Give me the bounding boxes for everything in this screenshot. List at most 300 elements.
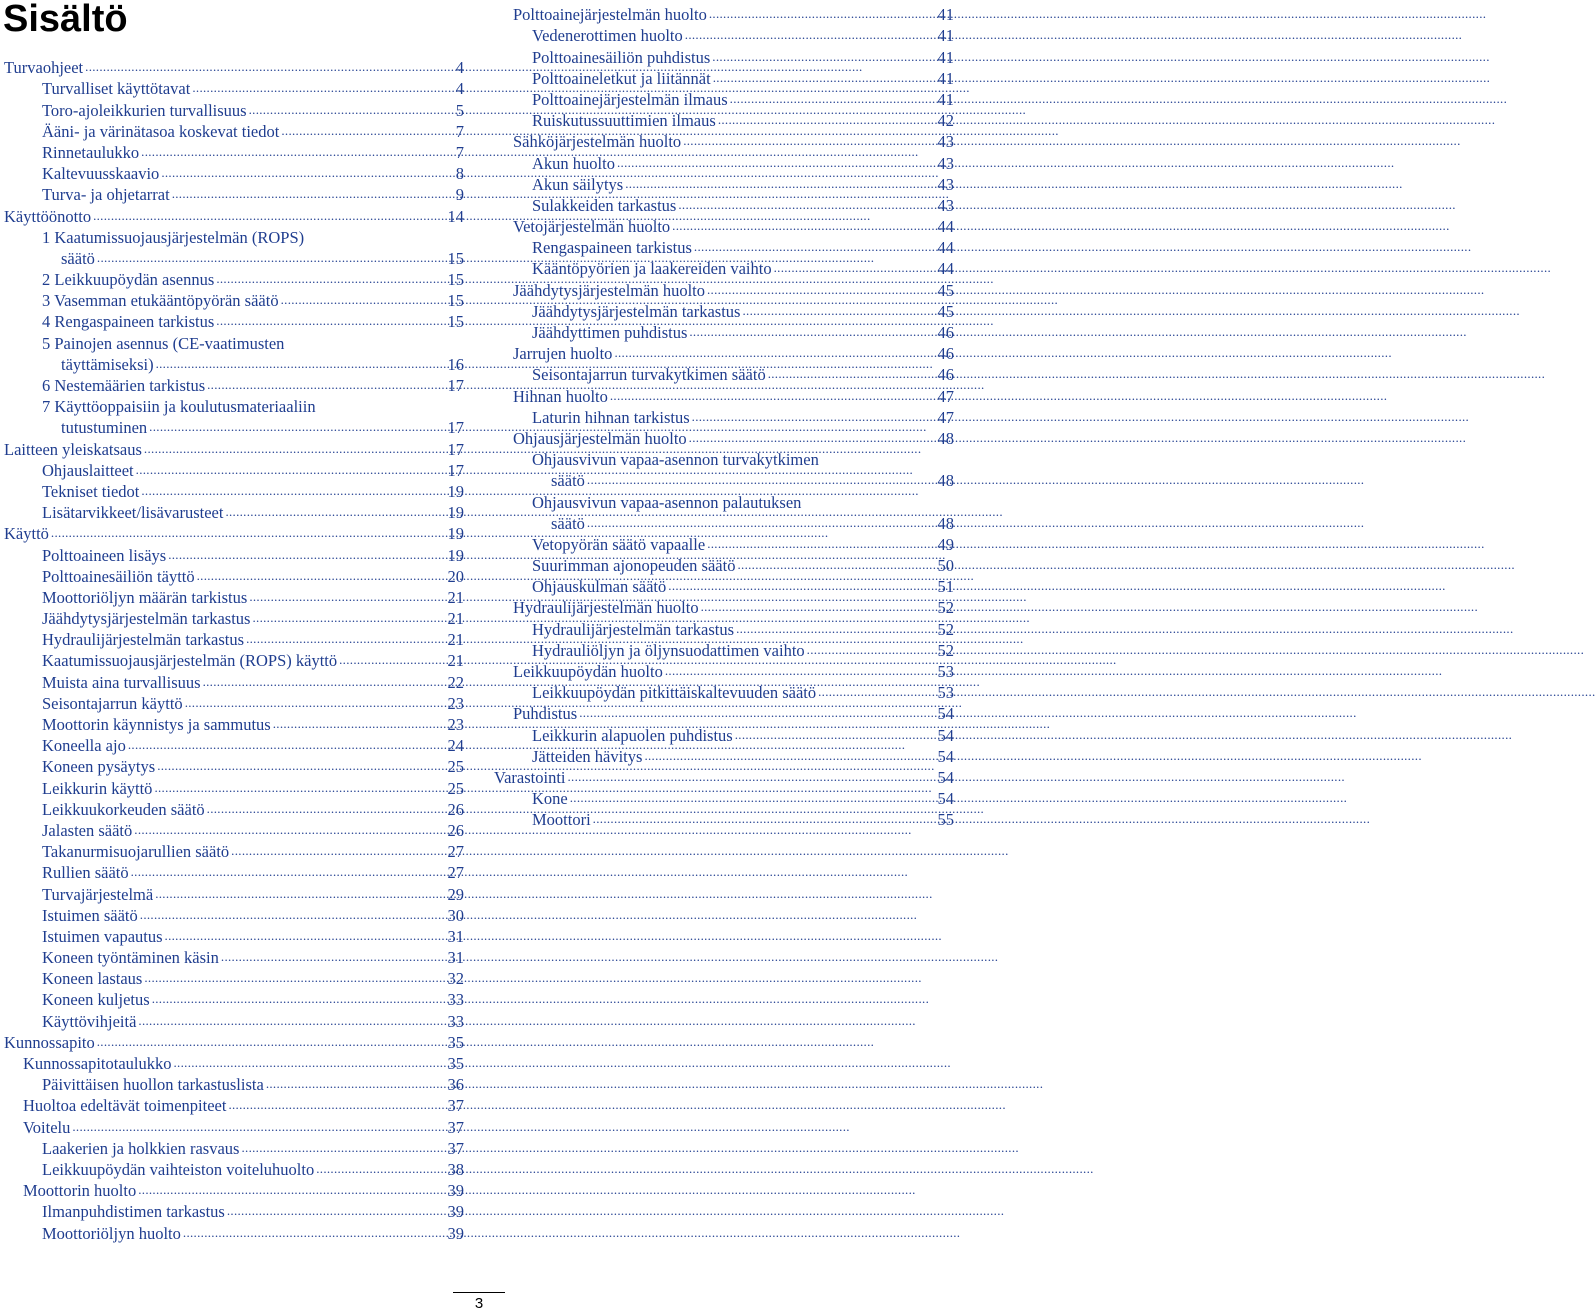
toc-leader-dots	[593, 813, 936, 825]
toc-entry-title: Lisätarvikkeet/lisävarusteet	[42, 503, 224, 523]
toc-entry-page: 46	[937, 365, 954, 385]
toc-leader-dots	[668, 580, 935, 592]
toc-entry-title: Ohjauskulman säätö	[532, 577, 667, 597]
toc-entry-page: 39	[447, 1223, 464, 1243]
toc-entry-title: Jarrujen huolto	[513, 344, 613, 364]
toc-link[interactable]	[532, 723, 954, 744]
toc-entry-title: Koneen työntäminen käsin	[42, 948, 219, 968]
toc-entry-title: Kaltevuusskaavio	[42, 164, 160, 184]
toc-entry	[513, 278, 954, 299]
toc-entry-page: 26	[447, 799, 464, 819]
toc-entry-title: 5 Painojen asennus (CE-vaatimusten	[42, 333, 285, 353]
toc-link[interactable]	[42, 925, 464, 946]
toc-entry-title: Turvalliset käyttötavat	[42, 79, 191, 99]
toc-entry-title: Toro-ajoleikkurien turvallisuus	[42, 100, 247, 120]
toc-entry	[4, 776, 464, 797]
toc-entry-page: 37	[447, 1117, 464, 1137]
toc-leader-dots	[252, 612, 445, 624]
toc-leader-dots	[570, 792, 936, 804]
toc-entry-title: Hihnan huolto	[513, 386, 608, 406]
toc-leader-dots	[136, 464, 446, 476]
toc-entry-title: 4 Rengaspaineen tarkistus	[42, 312, 215, 332]
toc-entry-page: 21	[447, 630, 464, 650]
toc-link[interactable]	[42, 607, 464, 628]
toc-entry	[4, 310, 464, 331]
toc-link[interactable]	[23, 1179, 464, 1200]
toc-entry-first-line	[532, 490, 954, 511]
toc-entry-second-line	[532, 512, 954, 533]
toc-entry-title: Leikkurin alapuolen puhdistus	[532, 725, 733, 745]
toc-entry-title: Seisontajarrun turvakytkimen säätö	[532, 365, 766, 385]
toc-entry-lines	[532, 490, 954, 532]
toc-entry	[513, 45, 954, 66]
toc-entry-page: 41	[937, 5, 954, 25]
toc-entry-title: Hydrauliöljyn ja öljynsuodattimen vaihto	[532, 640, 805, 660]
toc-entry	[4, 649, 464, 670]
toc-entry-page: 19	[447, 545, 464, 565]
toc-entry	[513, 88, 954, 109]
toc-entry-page: 46	[937, 344, 954, 364]
toc-entry	[4, 1179, 464, 1200]
toc-entry-title: Koneella ajo	[42, 736, 126, 756]
toc-link[interactable]	[513, 278, 954, 299]
toc-link[interactable]	[42, 1221, 464, 1242]
toc-entry-page: 15	[447, 248, 464, 268]
toc-entry	[4, 1073, 464, 1094]
toc-entry	[513, 194, 954, 215]
toc-entry	[4, 162, 464, 183]
toc-entry-title: Akun huolto	[532, 153, 615, 173]
toc-entry	[4, 268, 464, 289]
toc-entry	[4, 374, 464, 395]
toc-entry-page: 55	[937, 810, 954, 830]
toc-entry-title-continued: säätö	[551, 513, 585, 533]
toc-entry-page: 39	[447, 1202, 464, 1222]
toc-link[interactable]	[42, 141, 464, 162]
toc-leader-dots	[241, 1142, 445, 1154]
toc-entry-title: Vedenerottimen huolto	[532, 26, 683, 46]
toc-entry	[513, 109, 954, 130]
toc-entry-page: 15	[447, 291, 464, 311]
toc-link[interactable]	[42, 1073, 464, 1094]
toc-leader-dots	[155, 888, 445, 900]
toc-link[interactable]	[42, 1137, 464, 1158]
toc-entry-title: Leikkuupöydän huolto	[513, 662, 663, 682]
toc-link[interactable]	[42, 310, 464, 331]
toc-entry-page: 48	[937, 471, 954, 491]
toc-leader-dots	[768, 368, 936, 380]
toc-entry-title: Hydraulijärjestelmän tarkastus	[42, 630, 245, 650]
toc-link[interactable]	[42, 586, 464, 607]
toc-link[interactable]	[513, 702, 954, 723]
toc-link[interactable]	[513, 3, 954, 24]
toc-link[interactable]	[513, 215, 954, 236]
toc-link[interactable]	[42, 98, 464, 119]
toc-link[interactable]	[42, 162, 464, 183]
toc-link[interactable]	[42, 649, 464, 670]
toc-leader-dots	[138, 1184, 445, 1196]
toc-link[interactable]	[4, 1031, 464, 1052]
toc-entry-first-line	[532, 448, 954, 469]
toc-entry-page: 53	[937, 683, 954, 703]
toc-link[interactable]	[4, 522, 464, 543]
toc-entry	[513, 321, 954, 342]
toc-entry-page: 50	[937, 556, 954, 576]
toc-link[interactable]	[42, 798, 464, 819]
toc-leader-dots	[165, 930, 446, 942]
toc-entry	[4, 395, 464, 437]
toc-entry-page: 49	[937, 534, 954, 554]
toc-link[interactable]	[513, 384, 954, 405]
toc-link[interactable]	[532, 257, 954, 278]
toc-entry-second-line	[42, 353, 464, 374]
toc-link[interactable]	[42, 1158, 464, 1179]
toc-link[interactable]	[42, 840, 464, 861]
toc-link[interactable]	[532, 24, 954, 45]
toc-entry	[4, 904, 464, 925]
toc-entry-page: 19	[447, 524, 464, 544]
toc-link[interactable]	[42, 501, 464, 522]
toc-leader-dots	[707, 538, 935, 550]
toc-entry	[4, 437, 464, 458]
toc-entry-title: Koneen kuljetus	[42, 990, 150, 1010]
toc-entry	[4, 289, 464, 310]
toc-leader-dots	[737, 559, 935, 571]
toc-link[interactable]	[42, 670, 464, 691]
toc-entry-title: Päivittäisen huollon tarkastuslista	[42, 1075, 264, 1095]
toc-entry	[4, 183, 464, 204]
toc-link[interactable]	[23, 1052, 464, 1073]
toc-link[interactable]	[513, 660, 954, 681]
toc-entry	[513, 151, 954, 172]
toc-link[interactable]	[42, 628, 464, 649]
toc-entry-page: 4	[455, 79, 464, 99]
toc-link[interactable]	[532, 363, 954, 384]
toc-link[interactable]	[532, 151, 954, 172]
toc-link[interactable]	[23, 1115, 464, 1136]
toc-leader-dots	[678, 199, 935, 211]
toc-entry-page: 54	[937, 789, 954, 809]
toc-entry-page: 21	[447, 587, 464, 607]
toc-entry-title: Leikkurin käyttö	[42, 778, 153, 798]
toc-link[interactable]	[42, 480, 464, 501]
toc-leader-dots	[718, 114, 936, 126]
toc-leader-dots	[168, 549, 445, 561]
toc-link[interactable]	[42, 77, 464, 98]
toc-entry	[4, 1031, 464, 1052]
toc-link[interactable]	[42, 289, 464, 310]
toc-leader-dots	[246, 633, 445, 645]
toc-entry-page: 35	[447, 1032, 464, 1052]
toc-link[interactable]	[513, 596, 954, 617]
toc-entry-title: Kääntöpyörien ja laakereiden vaihto	[532, 259, 772, 279]
toc-link[interactable]	[532, 88, 954, 109]
toc-leader-dots	[610, 390, 936, 402]
toc-leader-dots	[97, 252, 446, 264]
toc-entry	[4, 1052, 464, 1073]
toc-link[interactable]	[532, 194, 954, 215]
toc-entry	[513, 448, 954, 490]
toc-entry-title: Käyttö	[4, 524, 49, 544]
toc-entry-title: Moottori	[532, 810, 591, 830]
toc-column-right	[494, 3, 954, 830]
toc-link[interactable]	[532, 554, 954, 575]
toc-link[interactable]	[532, 448, 954, 490]
toc-leader-dots	[197, 570, 446, 582]
toc-entry-title-continued: säätö	[61, 248, 95, 268]
toc-link[interactable]	[4, 56, 464, 77]
toc-entry-page: 9	[455, 185, 464, 205]
toc-entry	[4, 501, 464, 522]
toc-link[interactable]	[4, 204, 464, 225]
toc-entry-page: 29	[447, 884, 464, 904]
toc-link[interactable]	[42, 120, 464, 141]
toc-link[interactable]	[42, 861, 464, 882]
toc-entry-page: 41	[937, 89, 954, 109]
toc-leader-dots	[144, 443, 446, 455]
toc-link[interactable]	[532, 745, 954, 766]
toc-entry-page: 43	[937, 132, 954, 152]
toc-entry	[513, 533, 954, 554]
toc-entry-title: Jalasten säätö	[42, 820, 133, 840]
toc-link[interactable]	[42, 459, 464, 480]
toc-leader-dots	[93, 210, 445, 222]
toc-entry-title: Polttoainejärjestelmän huolto	[513, 5, 707, 25]
toc-entry-title: Vetojärjestelmän huolto	[513, 217, 671, 237]
toc-link[interactable]	[532, 808, 954, 829]
toc-entry	[513, 363, 954, 384]
toc-link[interactable]	[42, 268, 464, 289]
toc-link[interactable]	[494, 766, 954, 787]
toc-link[interactable]	[42, 1200, 464, 1221]
toc-entry	[513, 257, 954, 278]
toc-entry-title: Hydraulijärjestelmän tarkastus	[532, 619, 735, 639]
toc-entry	[4, 226, 464, 268]
toc-entry	[4, 861, 464, 882]
toc-entry	[513, 554, 954, 575]
toc-link[interactable]	[4, 437, 464, 458]
toc-leader-dots	[140, 909, 446, 921]
toc-link[interactable]	[42, 374, 464, 395]
toc-entry-title: Kone	[532, 789, 568, 809]
toc-entry-page: 25	[447, 778, 464, 798]
toc-entry-page: 31	[447, 926, 464, 946]
toc-link[interactable]	[42, 543, 464, 564]
toc-link[interactable]	[42, 776, 464, 797]
toc-entry-page: 30	[447, 905, 464, 925]
toc-link[interactable]	[532, 236, 954, 257]
toc-link[interactable]	[42, 692, 464, 713]
toc-entry-page: 19	[447, 503, 464, 523]
toc-column-left	[4, 56, 464, 1243]
toc-link[interactable]	[532, 681, 954, 702]
toc-entry-title: Jäähdyttimen puhdistus	[532, 323, 688, 342]
toc-entry-title-continued: täyttämiseksi)	[61, 354, 154, 374]
toc-leader-dots	[192, 82, 453, 94]
toc-link[interactable]	[532, 406, 954, 427]
toc-entry	[513, 723, 954, 744]
toc-leader-dots	[216, 315, 445, 327]
toc-entry-title: Polttoainesäiliön puhdistus	[532, 47, 711, 67]
toc-entry	[4, 925, 464, 946]
toc-entry	[4, 967, 464, 988]
toc-entry	[4, 586, 464, 607]
toc-link[interactable]	[42, 904, 464, 925]
toc-entry-page: 41	[937, 26, 954, 46]
toc-link[interactable]	[42, 183, 464, 204]
toc-entry	[513, 67, 954, 88]
toc-leader-dots	[207, 803, 446, 815]
toc-link[interactable]	[532, 787, 954, 808]
toc-link[interactable]	[513, 427, 954, 448]
toc-entry-page: 19	[447, 481, 464, 501]
toc-entry	[4, 946, 464, 967]
toc-entry	[4, 1009, 464, 1030]
toc-entry-page: 27	[447, 863, 464, 883]
toc-entry	[4, 77, 464, 98]
toc-link[interactable]	[532, 490, 954, 532]
toc-entry	[513, 660, 954, 681]
toc-link[interactable]	[42, 967, 464, 988]
toc-entry-title-continued: tutustuminen	[61, 418, 148, 438]
toc-link[interactable]	[513, 342, 954, 363]
toc-link[interactable]	[532, 575, 954, 596]
toc-entry-lines	[532, 448, 954, 490]
toc-entry-page: 15	[447, 270, 464, 290]
toc-entry-title: Rullien säätö	[42, 863, 129, 883]
toc-link[interactable]	[532, 617, 954, 638]
toc-entry-title: Polttoainesäiliön täyttö	[42, 566, 195, 586]
toc-leader-dots	[273, 718, 446, 730]
toc-link[interactable]	[42, 395, 464, 437]
toc-entry-first-line	[42, 395, 464, 416]
toc-link[interactable]	[42, 882, 464, 903]
toc-link[interactable]	[42, 988, 464, 1009]
toc-entry	[4, 1137, 464, 1158]
toc-entry	[4, 141, 464, 162]
toc-entry-title: Jäähdytysjärjestelmän tarkastus	[532, 301, 741, 321]
toc-entry	[4, 120, 464, 141]
toc-leader-dots	[231, 845, 445, 857]
toc-entry-page: 17	[447, 418, 464, 438]
toc-leader-dots	[228, 1099, 445, 1111]
toc-entry-page: 33	[447, 1011, 464, 1031]
toc-entry-page: 22	[447, 672, 464, 692]
toc-leader-dots	[807, 644, 936, 656]
toc-leader-dots	[683, 135, 935, 147]
toc-link[interactable]	[513, 130, 954, 151]
toc-entry-title: Leikkuupöydän pitkittäiskaltevuuden säätö	[532, 683, 817, 703]
toc-link[interactable]	[42, 1009, 464, 1030]
toc-entry-title: Takanurmisuojarullien säätö	[42, 842, 230, 862]
toc-entry-title: Huoltoa edeltävät toimenpiteet	[23, 1096, 227, 1116]
toc-link[interactable]	[42, 331, 464, 373]
toc-link[interactable]	[42, 734, 464, 755]
toc-leader-dots	[685, 29, 936, 41]
toc-link[interactable]	[532, 109, 954, 130]
toc-entry	[513, 215, 954, 236]
toc-link[interactable]	[42, 713, 464, 734]
toc-leader-dots	[818, 686, 935, 698]
toc-leader-dots	[625, 178, 935, 190]
toc-entry	[4, 1158, 464, 1179]
toc-entry	[4, 988, 464, 1009]
toc-entry-page: 43	[937, 195, 954, 215]
toc-leader-dots	[742, 305, 935, 317]
toc-entry-page: 33	[447, 990, 464, 1010]
toc-entry-title: Leikkuukorkeuden säätö	[42, 799, 205, 819]
toc-leader-dots	[149, 421, 445, 433]
toc-entry-page: 24	[447, 736, 464, 756]
toc-leader-dots	[144, 972, 445, 984]
toc-link[interactable]	[23, 1094, 464, 1115]
toc-link[interactable]	[42, 226, 464, 268]
toc-entry-page: 45	[937, 280, 954, 300]
toc-entry-title: Jäähdytysjärjestelmän huolto	[513, 280, 705, 300]
toc-entry-page: 48	[937, 428, 954, 448]
toc-leader-dots	[183, 1227, 446, 1239]
toc-link[interactable]	[532, 533, 954, 554]
toc-entry-page: 14	[447, 206, 464, 226]
toc-link[interactable]	[42, 819, 464, 840]
toc-link[interactable]	[532, 67, 954, 88]
toc-link[interactable]	[532, 321, 954, 342]
toc-entry-title: 2 Leikkuupöydän asennus	[42, 270, 215, 290]
toc-leader-dots	[774, 262, 936, 274]
toc-entry	[513, 596, 954, 617]
toc-entry-page: 42	[937, 111, 954, 131]
toc-entry-title: 3 Vasemman etukääntöpyörän säätö	[42, 291, 279, 311]
toc-link[interactable]	[532, 300, 954, 321]
toc-entry-lines	[42, 226, 464, 268]
toc-entry-title: Muista aina turvallisuus	[42, 672, 201, 692]
toc-entry	[4, 1221, 464, 1242]
toc-entry-second-line	[532, 469, 954, 490]
toc-link[interactable]	[42, 565, 464, 586]
toc-leader-dots	[128, 739, 446, 751]
toc-entry-title: Koneen lastaus	[42, 969, 143, 989]
toc-entry-title: Käyttövihjeitä	[42, 1011, 137, 1031]
toc-leader-dots	[216, 273, 445, 285]
toc-leader-dots	[587, 474, 936, 486]
toc-leader-dots	[339, 654, 445, 666]
toc-entry	[4, 819, 464, 840]
toc-link[interactable]	[42, 755, 464, 776]
toc-link[interactable]	[532, 45, 954, 66]
toc-entry	[513, 3, 954, 24]
toc-leader-dots	[709, 8, 936, 20]
toc-link[interactable]	[42, 946, 464, 967]
page-title: Sisältö	[3, 0, 128, 40]
toc-entry-page: 32	[447, 969, 464, 989]
toc-entry-page: 26	[447, 820, 464, 840]
toc-leader-dots	[85, 61, 454, 73]
toc-link[interactable]	[532, 639, 954, 660]
toc-entry	[513, 300, 954, 321]
toc-entry-title: Istuimen säätö	[42, 905, 138, 925]
toc-entry-title: Ohjausvivun vapaa-asennon palautuksen	[532, 492, 802, 512]
toc-entry-page: 44	[937, 259, 954, 279]
toc-leader-dots	[157, 760, 445, 772]
toc-entry	[513, 24, 954, 45]
toc-entry	[513, 808, 954, 829]
toc-entry-title: Ohjausjärjestelmän huolto	[513, 428, 687, 448]
toc-entry-page: 41	[937, 68, 954, 88]
toc-entry-page: 17	[447, 439, 464, 459]
toc-entry	[4, 459, 464, 480]
toc-link[interactable]	[532, 173, 954, 194]
toc-entry-title: Polttoaineletkut ja liitännät	[532, 68, 711, 88]
